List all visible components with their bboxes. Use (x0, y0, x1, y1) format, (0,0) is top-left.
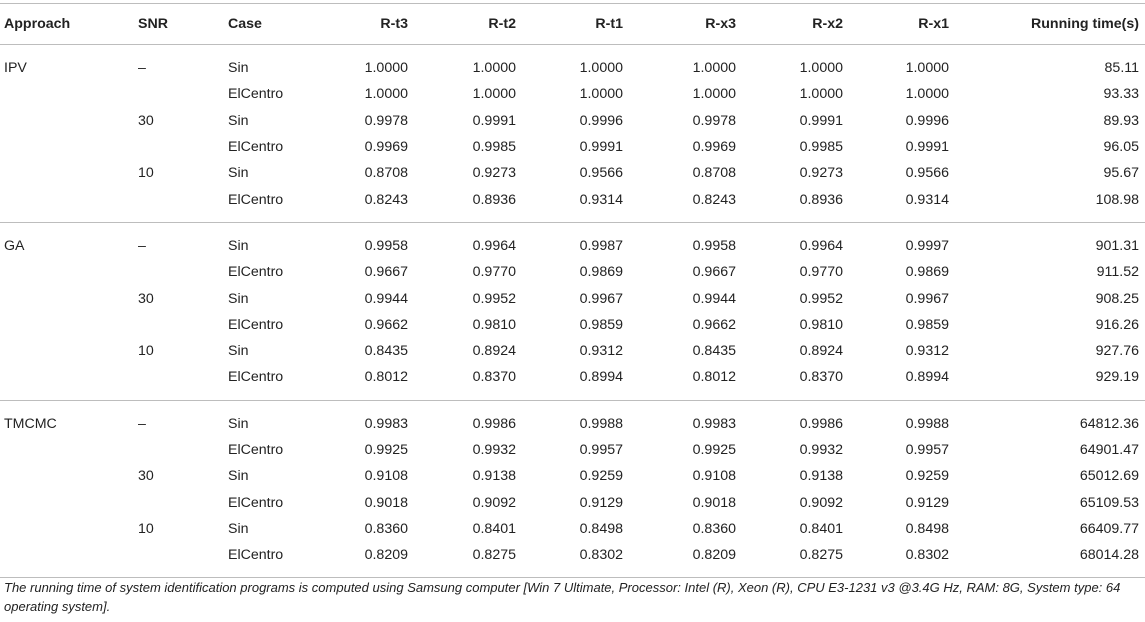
r-x3-cell: 0.9925 (692, 442, 736, 458)
r-t3-cell: 0.9969 (364, 139, 408, 156)
r-x2-cell: 0.8924 (799, 343, 843, 360)
snr-cell: 30 (138, 112, 154, 129)
r-t2-cell: 0.9991 (472, 112, 516, 129)
r-t1-cell: 0.8994 (579, 369, 623, 386)
table-row (0, 45, 1145, 82)
case-cell: Sin (228, 343, 249, 360)
r-t1-cell: 0.9129 (579, 494, 623, 511)
case-cell: ElCentro (228, 191, 284, 208)
approach-cell (0, 259, 138, 285)
running-time-cell: 66409.77 (1079, 520, 1139, 537)
running-time-cell: 95.67 (1103, 165, 1139, 182)
table-row (0, 312, 1145, 338)
r-x3-cell: 0.9983 (692, 415, 736, 432)
r-x1-cell: 0.9259 (905, 468, 949, 485)
case-cell: ElCentro (228, 494, 284, 511)
r-x3-cell: 0.8243 (692, 191, 736, 208)
r-t1-cell: 0.9259 (579, 468, 623, 485)
r-x3-cell: 0.9667 (692, 264, 736, 281)
group-tmcmc (0, 400, 1145, 578)
running-time-cell: 929.19 (1095, 369, 1139, 386)
r-x1-cell: 0.9869 (905, 264, 949, 281)
r-t1-cell: 1.0000 (579, 60, 623, 77)
approach-cell (0, 437, 138, 463)
header-snr: SNR (138, 16, 168, 32)
approach-cell: GA (4, 237, 25, 254)
approach-cell: TMCMC (4, 415, 57, 432)
r-t2-cell: 0.8370 (472, 369, 516, 386)
running-time-cell: 65012.69 (1079, 468, 1139, 485)
r-t2-cell: 0.9770 (472, 264, 516, 281)
header-approach: Approach (4, 16, 71, 32)
case-cell: ElCentro (228, 139, 284, 156)
approach-cell (0, 81, 138, 107)
table-row (0, 108, 1145, 134)
r-t2-cell: 0.9964 (472, 237, 516, 254)
r-x2-cell: 0.9986 (799, 415, 843, 432)
approach-cell (0, 338, 138, 364)
r-x1-cell: 0.9988 (905, 415, 949, 432)
running-time-cell: 85.11 (1104, 60, 1139, 77)
r-x3-cell: 0.9944 (692, 290, 736, 307)
r-x2-cell: 0.8370 (799, 369, 843, 386)
r-t2-cell: 0.8401 (472, 520, 516, 537)
table-row (0, 437, 1145, 463)
r-t2-cell: 0.8275 (472, 547, 516, 564)
r-x1-cell: 0.9996 (905, 112, 949, 129)
r-t1-cell: 0.9991 (579, 139, 623, 156)
snr-cell: 30 (138, 468, 154, 485)
r-t2-cell: 0.8936 (472, 191, 516, 208)
r-t2-cell: 0.9985 (472, 139, 516, 156)
r-t1-cell: 0.9987 (579, 237, 623, 254)
r-t1-cell: 0.9957 (579, 442, 623, 458)
case-cell: Sin (228, 290, 249, 307)
snr-cell (138, 489, 228, 515)
table-row (0, 186, 1145, 222)
snr-cell: – (138, 237, 146, 254)
r-t2-cell: 1.0000 (472, 86, 516, 103)
approach-cell (0, 542, 138, 578)
case-cell: Sin (228, 415, 249, 432)
r-x3-cell: 0.9662 (692, 316, 736, 333)
snr-cell: 30 (138, 290, 154, 307)
r-x2-cell: 0.9770 (799, 264, 843, 281)
r-x3-cell: 0.9108 (692, 468, 736, 485)
table-footnote: The running time of system identification programs is computed using Samsung computer [Win 7 Ultimate, Processor: Intel (R), Xeon (R), CPU E3-1231 v3 @3.4G Hz, RAM: 8G, System type: 64 operating system]. (4, 580, 1121, 614)
r-x3-cell: 0.8012 (692, 369, 736, 386)
header-case: Case (228, 16, 262, 32)
header-running-time: Running time(s) (1031, 16, 1139, 32)
r-t1-cell: 0.8498 (579, 520, 623, 537)
group-ipv (0, 45, 1145, 223)
r-x3-cell: 0.8209 (692, 547, 736, 564)
r-x1-cell: 0.9991 (905, 139, 949, 156)
r-t2-cell: 0.8924 (472, 343, 516, 360)
running-time-cell: 64901.47 (1079, 442, 1139, 458)
group-ga (0, 222, 1145, 400)
r-x1-cell: 0.9997 (905, 237, 949, 254)
r-x2-cell: 0.9273 (799, 165, 843, 182)
table-row (0, 463, 1145, 489)
snr-cell (138, 364, 228, 400)
r-t3-cell: 0.8243 (364, 191, 408, 208)
r-t2-cell: 1.0000 (472, 60, 516, 77)
r-t2-cell: 0.9138 (472, 468, 516, 485)
r-t1-cell: 0.9859 (579, 316, 623, 333)
r-t3-cell: 0.9662 (364, 316, 408, 333)
r-t1-cell: 0.9988 (579, 415, 623, 432)
running-time-cell: 89.93 (1103, 112, 1139, 129)
r-x3-cell: 0.9978 (692, 112, 736, 129)
table-row (0, 542, 1145, 578)
snr-cell (138, 437, 228, 463)
case-cell: Sin (228, 520, 249, 537)
r-t3-cell: 0.9978 (364, 112, 408, 129)
r-x2-cell: 0.9952 (799, 290, 843, 307)
r-x2-cell: 0.9985 (799, 139, 843, 156)
snr-cell (138, 186, 228, 222)
approach-cell (0, 134, 138, 160)
running-time-cell: 65109.53 (1079, 494, 1139, 511)
running-time-cell: 901.31 (1095, 237, 1139, 254)
snr-cell: 10 (138, 343, 154, 360)
header-r-x1: R-x1 (918, 16, 949, 32)
r-t3-cell: 0.8435 (364, 343, 408, 360)
header-r-t3: R-t3 (380, 16, 408, 32)
table-row (0, 489, 1145, 515)
approach-cell (0, 108, 138, 134)
snr-cell: – (138, 60, 146, 77)
table-row (0, 338, 1145, 364)
r-x3-cell: 0.9958 (692, 237, 736, 254)
running-time-cell: 68014.28 (1079, 547, 1139, 564)
r-t3-cell: 0.9108 (364, 468, 408, 485)
r-t3-cell: 0.9983 (364, 415, 408, 432)
snr-cell (138, 312, 228, 338)
r-x1-cell: 0.9312 (905, 343, 949, 360)
running-time-cell: 93.33 (1103, 86, 1139, 103)
table-row (0, 516, 1145, 542)
r-x1-cell: 0.9314 (905, 191, 949, 208)
r-x3-cell: 0.8435 (692, 343, 736, 360)
running-time-cell: 96.05 (1103, 139, 1139, 156)
running-time-cell: 108.98 (1095, 191, 1139, 208)
r-x1-cell: 0.8994 (905, 369, 949, 386)
r-x2-cell: 0.9138 (799, 468, 843, 485)
results-table (0, 3, 1145, 578)
table-row (0, 81, 1145, 107)
case-cell: Sin (228, 468, 249, 485)
approach-cell (0, 489, 138, 515)
approach-cell (0, 160, 138, 186)
r-t2-cell: 0.9952 (472, 290, 516, 307)
case-cell: ElCentro (228, 547, 284, 564)
r-t3-cell: 0.9667 (364, 264, 408, 281)
r-x1-cell: 0.9859 (905, 316, 949, 333)
r-x2-cell: 0.8936 (799, 191, 843, 208)
table-row (0, 285, 1145, 311)
header-r-t2: R-t2 (488, 16, 516, 32)
running-time-cell: 916.26 (1095, 316, 1139, 333)
approach-cell (0, 186, 138, 222)
r-t3-cell: 0.8708 (364, 165, 408, 182)
r-x1-cell: 0.8302 (905, 547, 949, 564)
header-r-x3: R-x3 (705, 16, 736, 32)
r-t3-cell: 1.0000 (364, 86, 408, 103)
r-t3-cell: 0.9958 (364, 237, 408, 254)
r-x1-cell: 0.9957 (905, 442, 949, 458)
approach-cell (0, 516, 138, 542)
running-time-cell: 908.25 (1095, 290, 1139, 307)
case-cell: Sin (228, 112, 249, 129)
case-cell: ElCentro (228, 369, 284, 386)
approach-cell: IPV (4, 60, 27, 77)
r-x2-cell: 0.9092 (799, 494, 843, 511)
r-x1-cell: 0.9967 (905, 290, 949, 307)
r-x3-cell: 0.9018 (692, 494, 736, 511)
case-cell: ElCentro (228, 442, 284, 458)
case-cell: Sin (228, 165, 249, 182)
r-x1-cell: 0.8498 (905, 520, 949, 537)
r-x3-cell: 1.0000 (692, 60, 736, 77)
approach-cell (0, 312, 138, 338)
r-t3-cell: 0.9018 (364, 494, 408, 511)
table-row (0, 134, 1145, 160)
snr-cell: – (138, 415, 146, 432)
r-t3-cell: 0.8012 (364, 369, 408, 386)
r-t2-cell: 0.9932 (472, 442, 516, 458)
r-x2-cell: 0.9964 (799, 237, 843, 254)
r-t1-cell: 0.9314 (579, 191, 623, 208)
case-cell: ElCentro (228, 316, 284, 333)
approach-cell (0, 285, 138, 311)
r-t3-cell: 0.8360 (364, 520, 408, 537)
snr-cell (138, 259, 228, 285)
r-x2-cell: 0.8275 (799, 547, 843, 564)
header-r-x2: R-x2 (812, 16, 843, 32)
r-x3-cell: 0.9969 (692, 139, 736, 156)
r-x2-cell: 1.0000 (799, 86, 843, 103)
snr-cell (138, 542, 228, 578)
r-x1-cell: 0.9566 (905, 165, 949, 182)
running-time-cell: 911.52 (1096, 264, 1139, 281)
r-t2-cell: 0.9092 (472, 494, 516, 511)
table-row (0, 364, 1145, 400)
approach-cell (0, 364, 138, 400)
r-t1-cell: 0.8302 (579, 547, 623, 564)
table-row (0, 259, 1145, 285)
r-t2-cell: 0.9986 (472, 415, 516, 432)
r-t1-cell: 0.9967 (579, 290, 623, 307)
r-x2-cell: 0.9932 (799, 442, 843, 458)
case-cell: Sin (228, 60, 249, 77)
table-row (0, 222, 1145, 259)
r-t1-cell: 0.9312 (579, 343, 623, 360)
header-row (0, 4, 1145, 45)
case-cell: Sin (228, 237, 249, 254)
r-t2-cell: 0.9810 (472, 316, 516, 333)
approach-cell (0, 463, 138, 489)
table-row (0, 400, 1145, 437)
r-x2-cell: 0.8401 (799, 520, 843, 537)
r-t3-cell: 0.9925 (364, 442, 408, 458)
r-x1-cell: 0.9129 (905, 494, 949, 511)
r-t1-cell: 0.9566 (579, 165, 623, 182)
r-t3-cell: 1.0000 (364, 60, 408, 77)
r-x3-cell: 0.8360 (692, 520, 736, 537)
r-t1-cell: 0.9996 (579, 112, 623, 129)
r-x2-cell: 0.9810 (799, 316, 843, 333)
r-x3-cell: 0.8708 (692, 165, 736, 182)
header-r-t1: R-t1 (595, 16, 623, 32)
snr-cell: 10 (138, 165, 154, 182)
r-t2-cell: 0.9273 (472, 165, 516, 182)
snr-cell (138, 81, 228, 107)
snr-cell (138, 134, 228, 160)
running-time-cell: 64812.36 (1079, 415, 1139, 432)
r-t3-cell: 0.8209 (364, 547, 408, 564)
r-t1-cell: 1.0000 (579, 86, 623, 103)
r-t1-cell: 0.9869 (579, 264, 623, 281)
r-x2-cell: 0.9991 (799, 112, 843, 129)
r-x2-cell: 1.0000 (799, 60, 843, 77)
case-cell: ElCentro (228, 86, 284, 103)
case-cell: ElCentro (228, 264, 284, 281)
r-x1-cell: 1.0000 (905, 86, 949, 103)
running-time-cell: 927.76 (1095, 343, 1139, 360)
table-row (0, 160, 1145, 186)
r-x1-cell: 1.0000 (905, 60, 949, 77)
table-header (0, 4, 1145, 45)
r-t3-cell: 0.9944 (364, 290, 408, 307)
snr-cell: 10 (138, 520, 154, 537)
r-x3-cell: 1.0000 (692, 86, 736, 103)
